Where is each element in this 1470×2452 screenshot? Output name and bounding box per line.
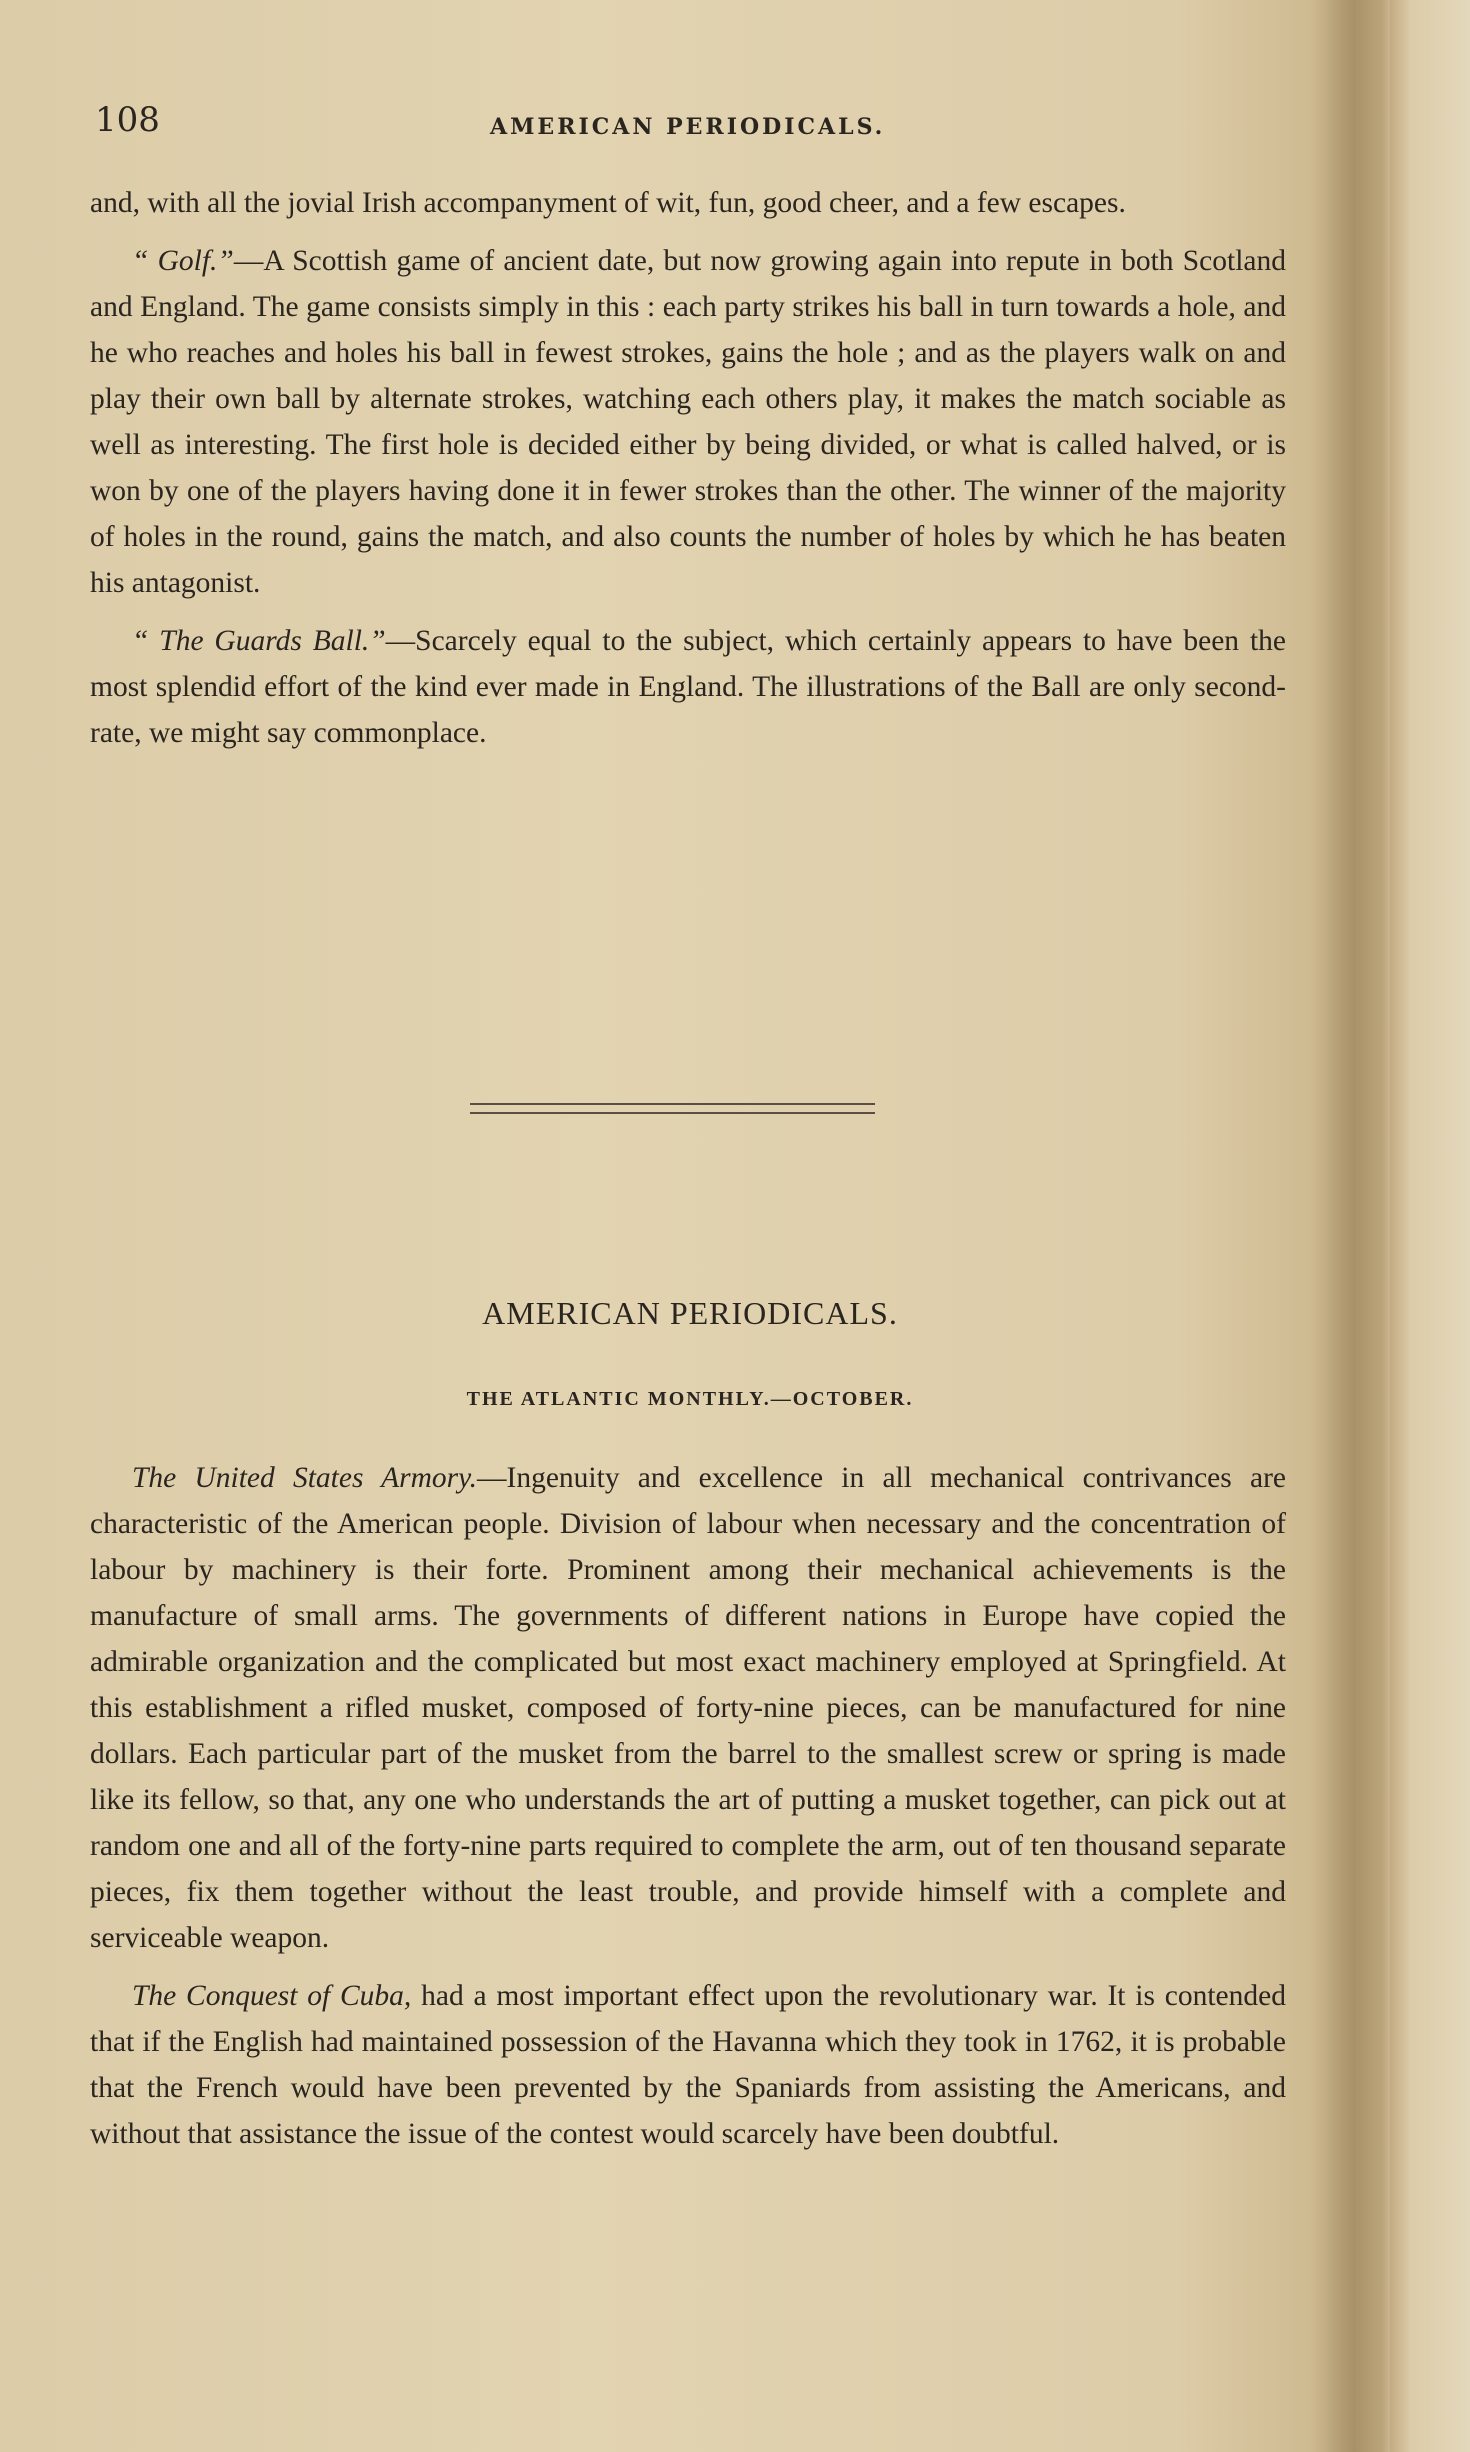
continuation-paragraph: and, with all the jovial Irish accompanyment of wit, fun, good cheer, and a few escapes. (90, 187, 1126, 219)
golf-paragraph (90, 238, 1286, 606)
guards-ball-paragraph (90, 618, 1286, 756)
cuba-text: had a most important effect upon the revolutionary war. It is contended that if the English had maintained possession of the Havanna which they took in 1762, it is probable that the French would have been prevented by the Spaniards from assisting the Americans, and without that assistance the issue of the contest would scarcely have been doubtful. (90, 1980, 1286, 2150)
armory-text: —Ingenuity and excellence in all mechanical contrivances are characteristic of the American people. Division of labour when necessary and the concentration of labour by machinery is their forte. Prominent among their mechanical achievements is the manufacture of small arms. The governments of different nations in Europe have copied the admirable organization and the complicated but most exact machinery employed at Springfield. At this establishment a rifled musket, composed of forty-nine pieces, can be manufactured for nine dollars. Each particular part of the musket from the barrel to the smallest screw or spring is made like its fellow, so that, any one who understands the art of putting a musket together, can pick out at random one and all of the forty-nine parts required to complete the arm, out of ten thousand separate pieces, fix them together without the least trouble, and provide himself with a complete and serviceable weapon. (90, 1462, 1286, 1954)
upper-text-block (90, 180, 1286, 768)
section-divider-bottom (470, 1112, 875, 1114)
armory-paragraph (90, 1455, 1286, 1961)
guards-ball-text: —Scarcely equal to the subject, which certainly appears to have been the most splendid effort of the kind ever made in England. The illustrations of the Ball are only second-rate, we might say commonplace. (90, 625, 1286, 749)
section-subtitle: THE ATLANTIC MONTHLY.—OCTOBER. (466, 1388, 914, 1410)
page-gutter-shadow (1310, 0, 1390, 2452)
guards-ball-title: “ The Guards Ball.” (132, 625, 386, 657)
lower-text-block (90, 1455, 1286, 2169)
section-divider-top (470, 1103, 875, 1105)
armory-title: The United States Armory. (132, 1462, 478, 1494)
page-header (95, 100, 1295, 140)
running-title: AMERICAN PERIODICALS. (490, 114, 886, 140)
cuba-title: The Conquest of Cuba, (132, 1980, 412, 2012)
golf-title: “ Golf.” (132, 245, 234, 277)
cuba-paragraph (90, 1973, 1286, 2157)
page-number: 108 (95, 100, 160, 140)
section-title: AMERICAN PERIODICALS. (482, 1295, 898, 1331)
golf-text: —A Scottish game of ancient date, but now growing again into repute in both Scotland and England. The game consists simply in this : each party strikes his ball in turn towards a hole, and he who reaches and holes his ball in fewest strokes, gains the hole ; and as the players walk on and play their own ball by alternate strokes, watching each others play, it makes the match sociable as well as interesting. The first hole is decided either by being divided, or what is called halved, or is won by one of the players having done it in fewer strokes than the other. The winner of the majority of holes in the round, gains the match, and also counts the number of holes by which he has beaten his antagonist. (90, 245, 1286, 599)
